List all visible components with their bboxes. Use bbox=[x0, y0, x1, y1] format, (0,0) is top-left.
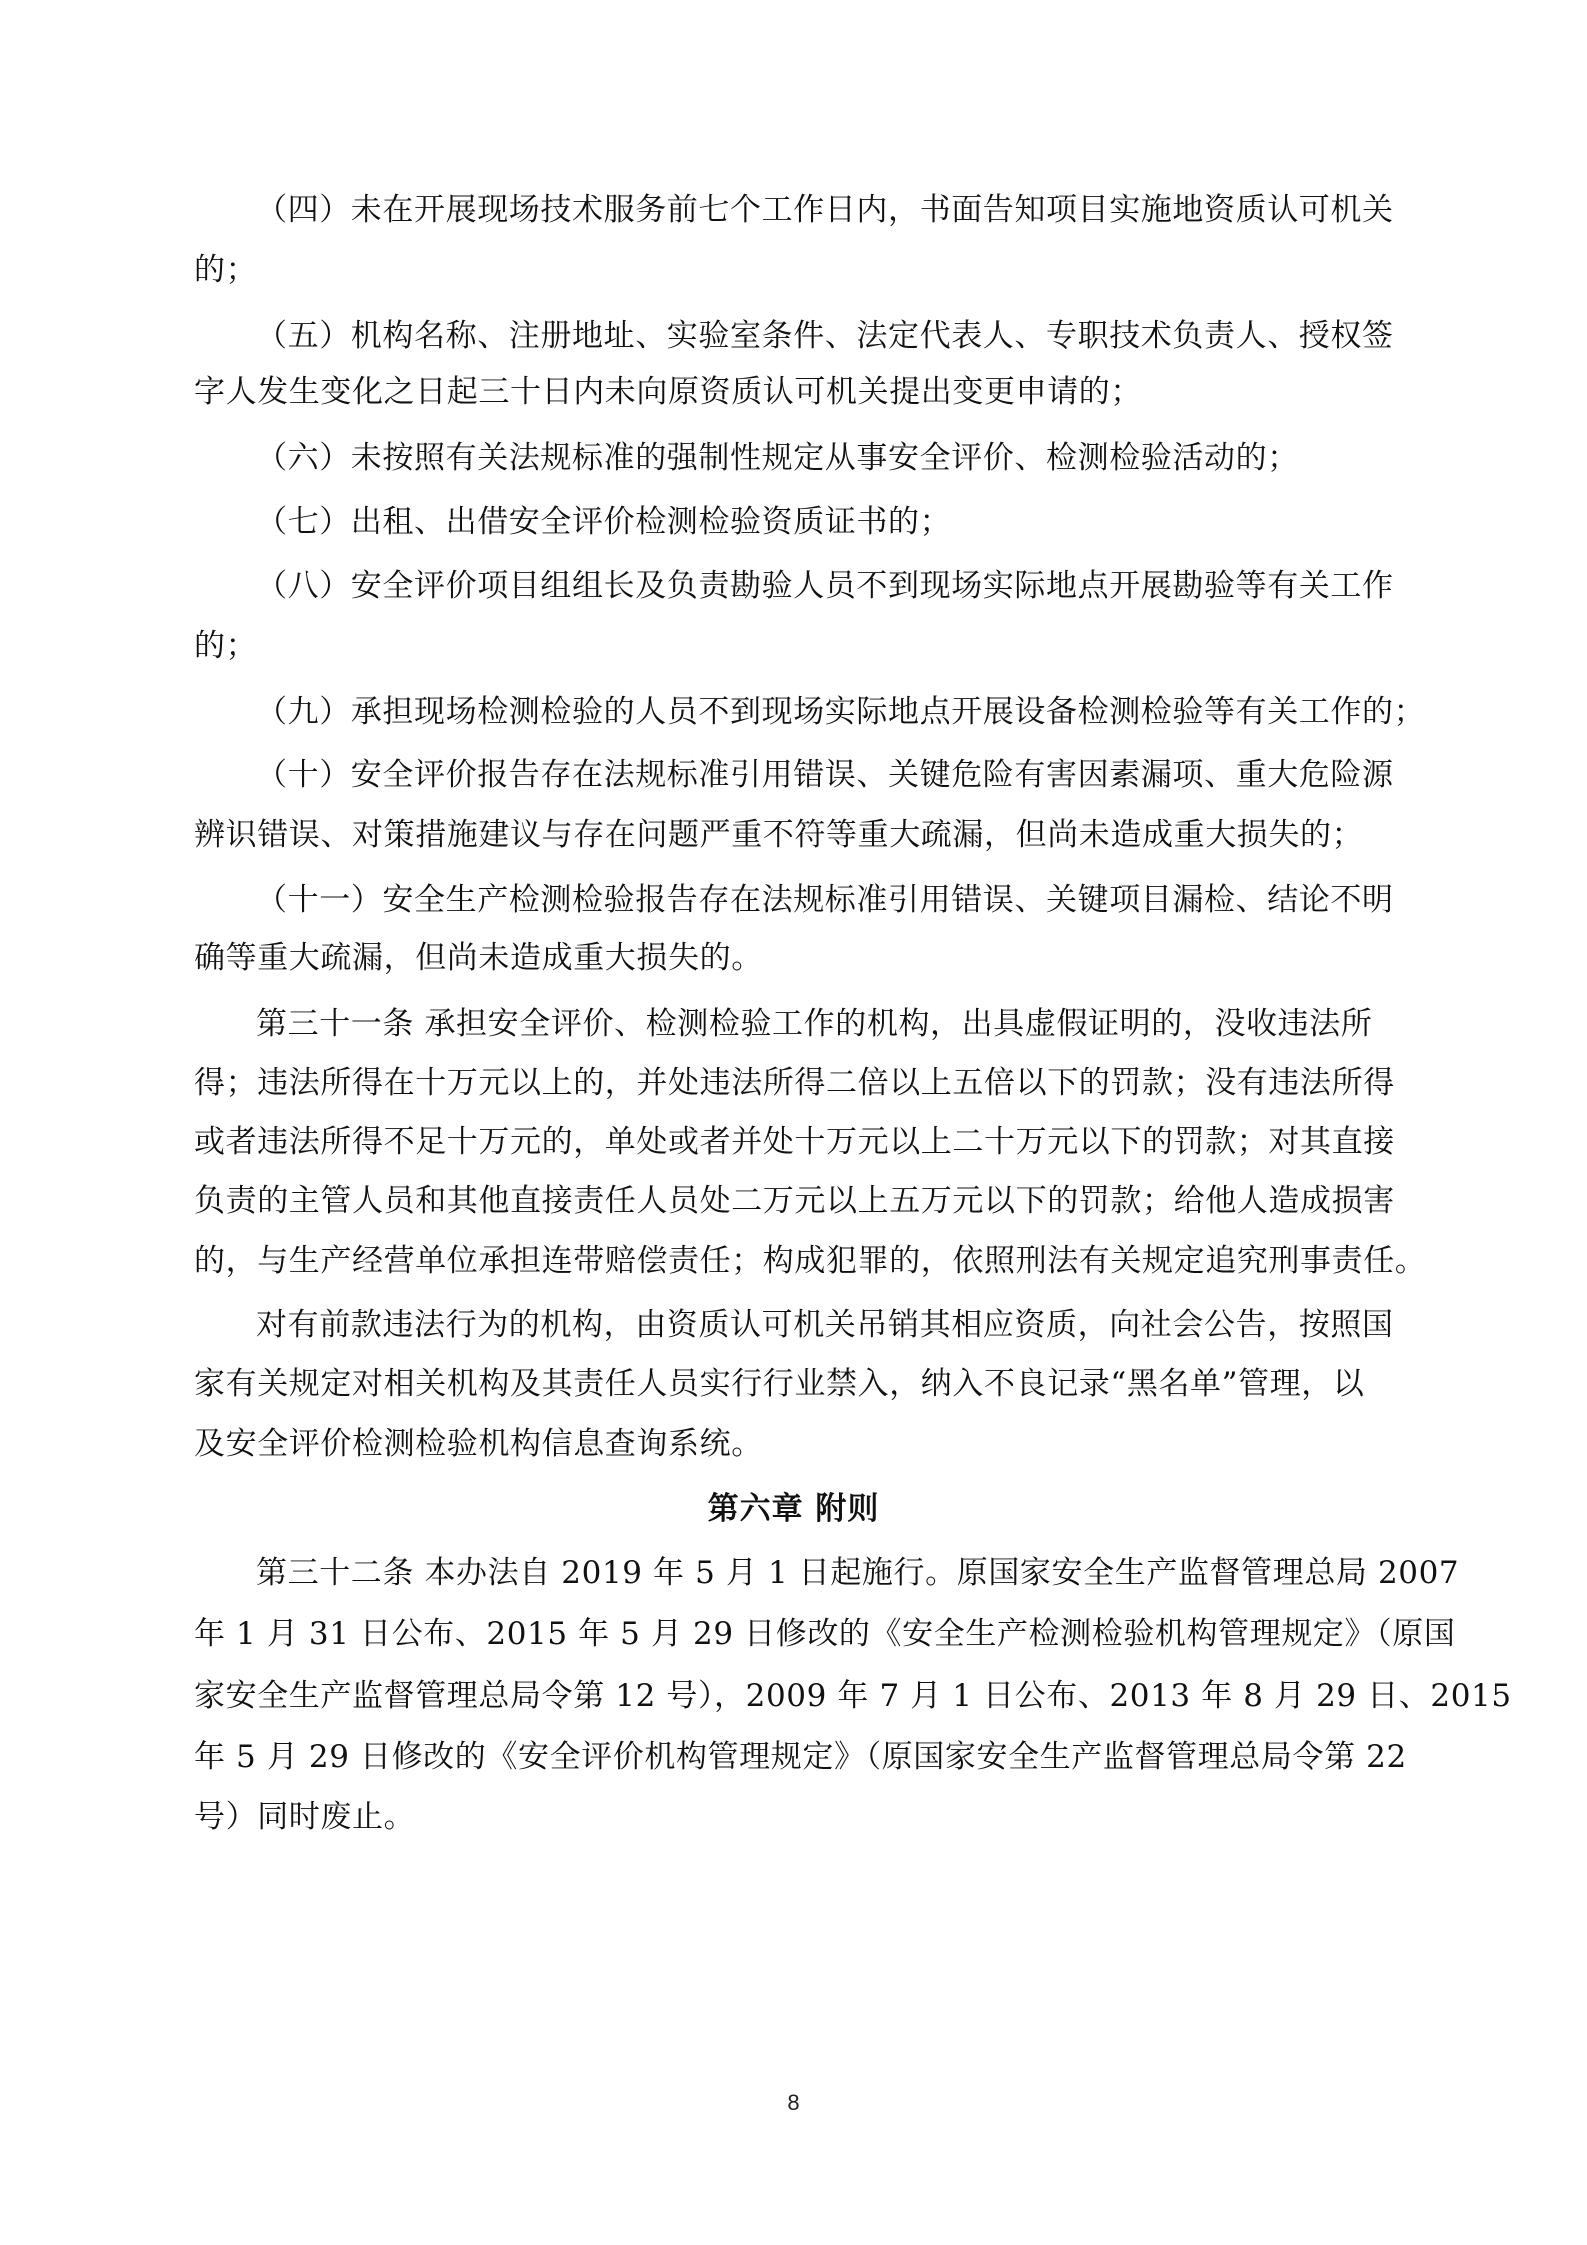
article-text-line: 年 1 月 31 日公布、2015 年 5 月 29 日修改的《安全生产检测检验机构管理规定》（原国 bbox=[194, 1616, 1456, 1652]
article-text-line: 第三十二条 本办法自 2019 年 5 月 1 日起施行。原国家安全生产监督管理总局 2007 bbox=[256, 1555, 1460, 1591]
text-line: （七）出租、出借安全评价检测检验资质证书的； bbox=[256, 504, 952, 540]
article-text-line: 号）同时废止。 bbox=[194, 1799, 416, 1835]
text-line: 辨识错误、对策措施建议与存在问题严重不符等重大疏漏，但尚未造成重大损失的； bbox=[194, 817, 1364, 853]
text-line: 确等重大疏漏，但尚未造成重大损失的。 bbox=[194, 940, 763, 976]
text-line: （四）未在开展现场技术服务前七个工作日内，书面告知项目实施地资质认可机关 bbox=[256, 192, 1394, 228]
text-line: 字人发生变化之日起三十日内未向原资质认可机关提出变更申请的； bbox=[194, 374, 1142, 410]
text-line: 的； bbox=[194, 252, 258, 288]
article-text-line: 家安全生产监督管理总局令第 12 号），2009 年 7 月 1 日公布、2013 年 8 月 29 日、2015 bbox=[194, 1678, 1512, 1714]
text-line: （十）安全评价报告存在法规标准引用错误、关键危险有害因素漏项、重大危险源 bbox=[256, 757, 1394, 793]
article-text-line: 第三十一条 承担安全评价、检测检验工作的机构，出具虚假证明的，没收违法所 bbox=[256, 1006, 1373, 1042]
text-line: 对有前款违法行为的机构，由资质认可机关吊销其相应资质，向社会公告，按照国 bbox=[256, 1307, 1394, 1343]
text-line: （八）安全评价项目组组长及负责勘验人员不到现场实际地点开展勘验等有关工作 bbox=[256, 568, 1394, 604]
text-line: 的； bbox=[194, 628, 258, 664]
text-line: 及安全评价检测检验机构信息查询系统。 bbox=[194, 1426, 763, 1462]
text-line: 家有关规定对相关机构及其责任人员实行行业禁入，纳入不良记录“黑名单”管理，以 bbox=[194, 1366, 1365, 1402]
text-line: （六）未按照有关法规标准的强制性规定从事安全评价、检测检验活动的； bbox=[256, 440, 1299, 476]
article-text-line: 年 5 月 29 日修改的《安全评价机构管理规定》（原国家安全生产监督管理总局令第 22 bbox=[194, 1739, 1407, 1775]
article-text-line: 负责的主管人员和其他直接责任人员处二万元以上五万元以下的罚款；给他人造成损害 bbox=[194, 1183, 1395, 1219]
article-text-line: 得；违法所得在十万元以上的，并处违法所得二倍以上五倍以下的罚款；没有违法所得 bbox=[194, 1065, 1395, 1101]
page-number: 8 bbox=[787, 2090, 800, 2115]
chapter-heading: 第六章 附则 bbox=[707, 1491, 880, 1527]
text-line: （十一）安全生产检测检验报告存在法规标准引用错误、关键项目漏检、结论不明 bbox=[256, 882, 1394, 918]
text-line: （五）机构名称、注册地址、实验室条件、法定代表人、专职技术负责人、授权签 bbox=[256, 318, 1394, 354]
article-text-line: 或者违法所得不足十万元的，单处或者并处十万元以上二十万元以下的罚款；对其直接 bbox=[194, 1124, 1395, 1160]
article-text-line: 的，与生产经营单位承担连带赔偿责任；构成犯罪的，依照刑法有关规定追究刑事责任。 bbox=[194, 1243, 1427, 1279]
text-line: （九）承担现场检测检验的人员不到现场实际地点开展设备检测检验等有关工作的； bbox=[256, 694, 1426, 730]
